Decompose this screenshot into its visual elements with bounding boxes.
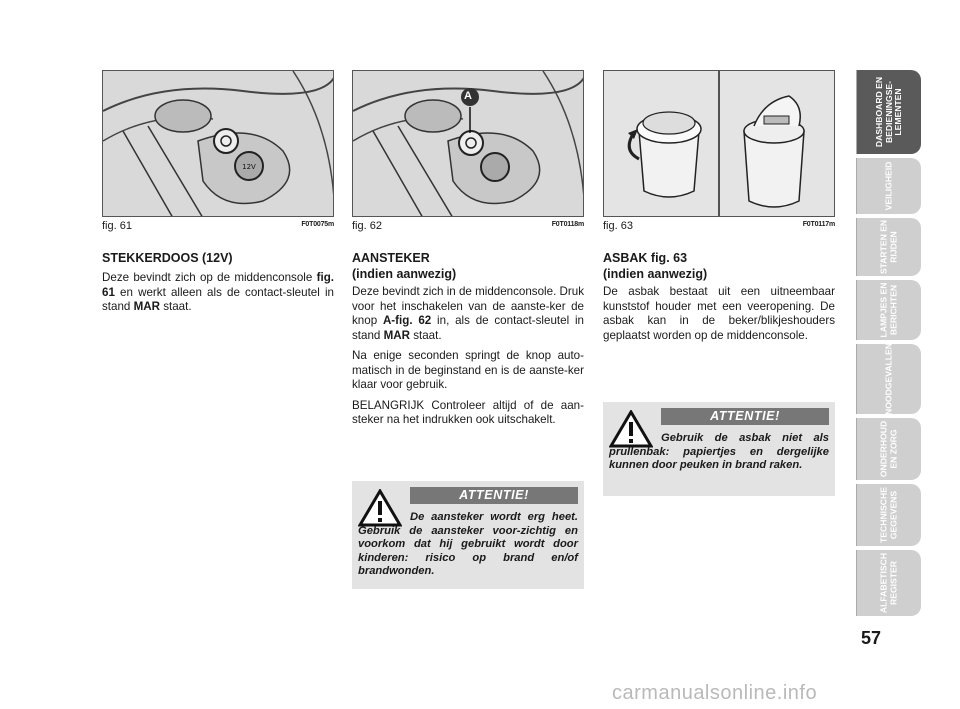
tab-label: TECHNISCHE GEGEVENS: [878, 487, 898, 543]
tab-label: STARTEN EN RIJDEN: [878, 219, 898, 275]
tab-starten[interactable]: [856, 218, 921, 276]
section-heading: STEKKERDOOS (12V): [102, 251, 233, 265]
warning-title: ATTENTIE!: [661, 408, 829, 425]
tab-label: ONDERHOUD EN ZORG: [878, 420, 898, 478]
tab-label: DASHBOARD EN BEDIENINGSE- LEMENTEN: [873, 76, 903, 148]
tab-onderhoud[interactable]: [856, 418, 921, 480]
figure-61-code: F0T0075m: [301, 221, 334, 228]
tab-label: VEILIGHEID: [883, 161, 894, 211]
column-asbak: [603, 250, 835, 349]
figure-62-code: F0T0118m: [551, 221, 584, 228]
paragraph: Na enige seconden springt de knop auto-matisch in de beginstand en is de aanste-ker klaar voor gebruik.: [352, 349, 584, 391]
watermark: carmanualsonline.info: [612, 682, 818, 704]
warning-box-aansteker: [352, 481, 584, 589]
figure-63-label: fig. 63: [603, 220, 633, 232]
tab-technische[interactable]: [856, 484, 921, 546]
paragraph: BELANGRIJK Controleer altijd of de aan-steker na het indrukken ook uitschakelt.: [352, 398, 584, 426]
svg-text:12V: 12V: [242, 163, 256, 171]
paragraph: De asbak bestaat uit een uitneembaar kunststof houder met een veeropening. De asbak kan in de beker/blikjeshouders geplaatst worden op de middenconsole.: [603, 285, 835, 342]
warning-text: Gebruik de asbak niet als prullenbak: papiertjes en dergelijke kunnen door peuken in brand raken.: [609, 432, 829, 472]
section-heading: AANSTEKER (indien aanwezig): [352, 251, 457, 281]
tab-lampjes[interactable]: [856, 280, 921, 340]
figure-62-image: [352, 70, 584, 217]
tab-label: LAMPJES EN BERICHTEN: [878, 282, 898, 338]
warning-box-asbak: [603, 402, 835, 496]
tab-label: NOODGEVALLEN: [883, 343, 894, 415]
tab-dashboard[interactable]: [856, 70, 921, 154]
page-number: 57: [861, 628, 882, 648]
column-aansteker: [352, 250, 584, 434]
tab-veiligheid[interactable]: [856, 158, 921, 214]
callout-a-label: A: [464, 90, 472, 102]
section-heading: ASBAK fig. 63 (indien aanwezig): [603, 251, 708, 281]
figure-61-image: [102, 70, 334, 217]
tab-alfabetisch[interactable]: [856, 550, 921, 616]
column-stekkerdoos: [102, 250, 334, 321]
figure-62-label: fig. 62: [352, 220, 382, 232]
tab-noodgevallen[interactable]: [856, 344, 921, 414]
warning-text: De aansteker wordt erg heet. Gebruik de aansteker voor-zichtig en voorkom dat hij gebruikt wordt door kinderen: risico op brand en/of brandwonden.: [358, 511, 578, 578]
warning-title: ATTENTIE!: [410, 487, 578, 504]
paragraph: Deze bevindt zich op de middenconsole fig. 61 en werkt alleen als de contact-sleutel in stand MAR staat.: [102, 271, 334, 313]
figure-63-image: [603, 70, 835, 217]
figure-63-code: F0T0117m: [802, 221, 835, 228]
tab-label: ALFABETISCH REGISTER: [878, 552, 898, 614]
paragraph: Deze bevindt zich in de middenconsole. Druk voor het inschakelen van de aanste-ker de knop A-fig. 62 in, als de contact-sleutel in stand MAR staat.: [352, 285, 584, 342]
figure-61-label: fig. 61: [102, 220, 132, 232]
